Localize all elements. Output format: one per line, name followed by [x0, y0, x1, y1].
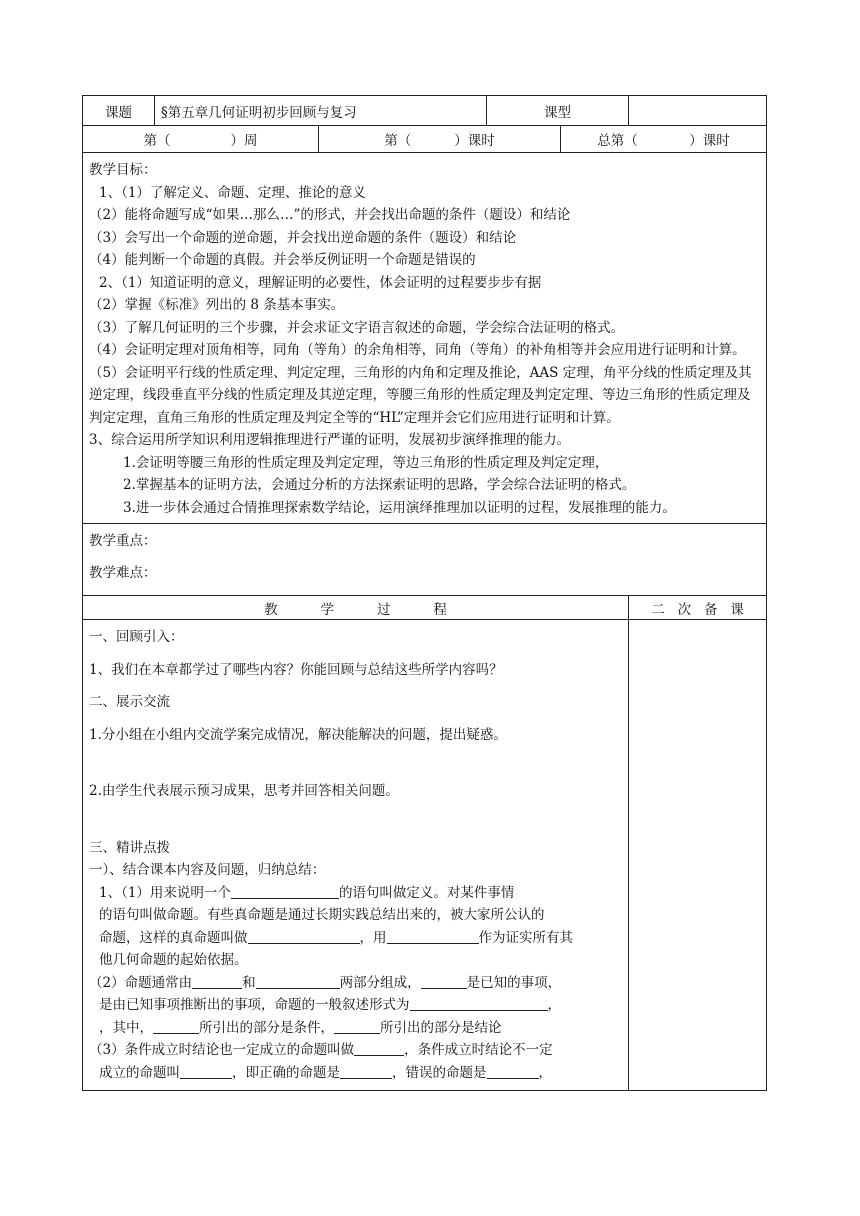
focus-cell [83, 524, 767, 596]
section-explain-title: 三、精讲点拨 [89, 839, 170, 856]
q1-text-b: 的语句叫做定义。对某件事情 [338, 884, 515, 901]
objective-line: （5）会证明平行线的性质定理、判定定理，三角形的内角和定理及推论，AAS 定理，角平分线的性质定理及其逆定理，线段垂直平分线的性质定理及其逆定理，等腰三角形的性质定理及判定定理、等边三角形的性质定理及判定定理，直角三角形的性质定理及判定全等的“HL”定理并会它们应用进行证明和计算。 [89, 364, 752, 426]
blank-field[interactable] [248, 929, 360, 944]
difficulty-label: 教学难点： [89, 564, 157, 581]
blank-field[interactable] [153, 1019, 199, 1034]
q3-text-a: （3）条件成立时结论也一定成立的命题叫做 [89, 1042, 355, 1058]
section-show-title: 二、展示交流 [89, 694, 170, 710]
explain-subtitle: 一）、结合课本内容及问题，归纳总结： [89, 862, 326, 878]
question-3-line-2 [89, 1062, 622, 1085]
key-point-label: 教学重点： [89, 533, 157, 549]
q2-text-b: 和 [242, 974, 256, 991]
objective-line: （4）能判断一个命题的真假。并会举反例证明一个命题是错误的 [89, 252, 476, 268]
objective-line: （3）了解几何证明的三个步骤，并会求证文字语言叙述的命题，学会综合法证明的格式。 [89, 319, 625, 336]
q2-text-f: ，其中， [99, 1019, 153, 1036]
week-label: 第（ ）周 [83, 126, 319, 153]
focus-row [83, 524, 767, 596]
objective-line: 3、综合运用所学知识利用逻辑推理进行严谨的证明，发展初步演绎推理的能力。 [89, 432, 571, 448]
process-header-row [83, 596, 767, 620]
objectives-title: 教学目标： [89, 162, 157, 178]
q2-text-c: 两部分组成， [339, 974, 421, 991]
lesson-plan-page [82, 95, 766, 1091]
objective-sub-line: 1.会证明等腰三角形的性质定理及判定定理，等边三角形的性质定理及判定定理， [123, 454, 609, 471]
blank-field[interactable] [387, 929, 479, 944]
second-prep-header: 二 次 备 课 [629, 596, 767, 620]
q1-text-d: 命题，这样的真命题叫做 [99, 929, 248, 946]
blank-field[interactable] [410, 996, 548, 1011]
header-row-2 [83, 126, 767, 153]
objectives-row [83, 153, 767, 524]
question-1-line-2: 的语句叫做命题。有些真命题是通过长期实践总结出来的，被大家所公认的 [99, 907, 545, 923]
q2-text-g: 所引出的部分是条件， [199, 1019, 334, 1036]
question-2-line-2: 是由已知事项推断出的事项，命题的一般叙述形式为 ， [99, 997, 561, 1013]
q1-text-e: ，用 [359, 929, 387, 946]
process-row [83, 620, 767, 1091]
type-value [629, 96, 767, 126]
topic-label: 课题 [83, 96, 155, 126]
objective-line: （2）掌握《标准》列出的 8 条基本事实。 [89, 297, 345, 313]
question-2-line-3 [89, 1017, 622, 1040]
q2-text-h: 所引出的部分是结论 [380, 1019, 502, 1036]
blank-field[interactable] [421, 974, 467, 989]
blank-field[interactable] [487, 1064, 539, 1079]
blank-field[interactable] [231, 884, 339, 899]
objective-sub-line: 2.掌握基本的证明方法，会通过分析的方法探索证明的思路，学会综合法证明的格式。 [123, 477, 636, 493]
total-label: 总第（ ）课时 [561, 126, 767, 153]
process-cell [83, 620, 629, 1091]
review-question: 1、我们在本章都学过了哪些内容？你能回顾与总结这些所学内容吗？ [89, 661, 503, 678]
q3-text-b: ，条件成立时结论不一定 [404, 1042, 553, 1058]
q1-text-a: 1、（1）用来说明一个 [99, 884, 231, 901]
process-header: 教 学 过 程 [83, 596, 629, 620]
q3-text-f: ， [538, 1064, 552, 1081]
show-item-1: 1.分小组在小组内交流学案完成情况，解决能解决的问题，提出疑惑。 [89, 726, 507, 743]
q2-text-d: 是已知的事项， [466, 974, 562, 991]
q3-text-e: ，错误的命题是 [392, 1064, 487, 1081]
q3-text-d: ，即正确的命题是 [232, 1064, 340, 1081]
blank-field[interactable] [180, 1064, 232, 1079]
objectives-cell [83, 153, 767, 524]
question-1-line-4: 他几何命题的起始依据。 [99, 952, 248, 968]
objective-line: （3）会写出一个命题的逆命题，并会找出逆命题的条件（题设）和结论 [89, 229, 517, 246]
blank-field[interactable] [354, 1041, 404, 1056]
q2-text-e: 是由已知事项推断出的事项，命题的一般叙述形式为 [99, 997, 410, 1013]
lesson-label: 第（ ）课时 [319, 126, 561, 153]
q2-text-a: （2）命题通常由 [89, 974, 193, 991]
objective-line: （2）能将命题写成“如果…那么…”的形式，并会找出命题的条件（题设）和结论 [89, 207, 571, 223]
question-2-line-1 [89, 972, 622, 995]
topic-value: §第五章几何证明初步回顾与复习 [155, 96, 487, 126]
blank-field[interactable] [334, 1019, 380, 1034]
second-prep-cell [629, 620, 767, 1091]
question-1-line-3 [89, 927, 622, 950]
q3-text-c: 成立的命题叫 [99, 1064, 180, 1081]
header-row-1 [83, 96, 767, 126]
objective-line: 1、（1）了解定义、命题、定理、推论的意义 [99, 184, 366, 201]
objective-line: 2、（1）知道证明的意义，理解证明的必要性，体会证明的过程要步步有据 [99, 274, 542, 291]
lesson-plan-table [82, 95, 767, 1091]
question-3-line-1 [89, 1039, 622, 1062]
blank-field[interactable] [340, 1064, 392, 1079]
objective-sub-line: 3.进一步体会通过合情推理探索数学结论，运用演绎推理加以证明的过程，发展推理的能力。 [123, 499, 676, 516]
objective-line: （4）会证明定理对顶角相等，同角（等角）的余角相等，同角（等角）的补角相等并会应用进行证明和计算。 [89, 342, 746, 358]
q1-text-f: 作为证实所有其 [478, 929, 573, 946]
blank-field[interactable] [256, 974, 340, 989]
blank-field[interactable] [192, 974, 242, 989]
question-1-line-1 [89, 882, 622, 905]
type-label: 课型 [487, 96, 629, 126]
section-review-title: 一、回顾引入： [89, 629, 184, 645]
show-item-2: 2.由学生代表展示预习成果，思考并回答相关问题。 [89, 783, 399, 799]
